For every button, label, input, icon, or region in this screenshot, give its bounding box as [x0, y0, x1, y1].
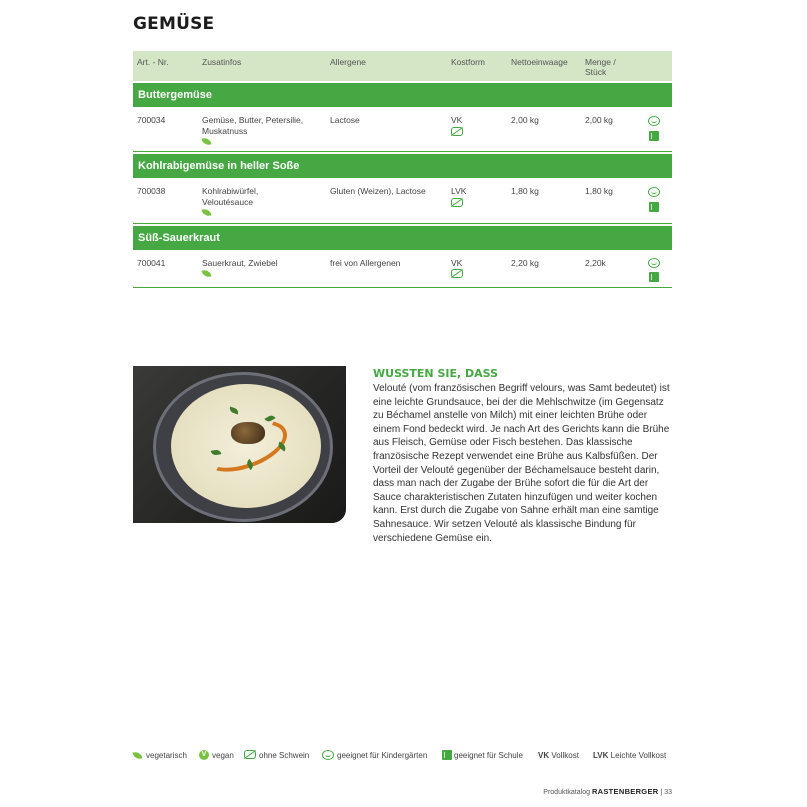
- page-title: GEMÜSE: [133, 14, 215, 34]
- legend-vk-label: Vollkost: [551, 751, 579, 760]
- school-icon: [649, 272, 659, 282]
- kindergarten-icon: [648, 116, 660, 126]
- table-row: [133, 107, 672, 152]
- leaf-icon: [202, 208, 212, 216]
- zusatzinfos: [202, 115, 322, 136]
- table-row: [133, 250, 672, 288]
- kostform: VK: [451, 258, 463, 268]
- header-menge-line1: Menge /: [585, 57, 616, 67]
- no-pork-icon: [451, 269, 463, 278]
- zusatzinfos: [202, 186, 322, 207]
- header-zusatzinfos: Zusatinfos: [202, 57, 242, 67]
- leaf-icon: [202, 137, 212, 145]
- kindergarten-icon: [648, 187, 660, 197]
- leaf-icon: [133, 751, 143, 759]
- section-title: Buttergemüse: [133, 83, 672, 107]
- legend-vk: [538, 751, 579, 761]
- legend-lvk-label: Leichte Vollkost: [610, 751, 667, 760]
- info-line: Kohlrabiwürfel,: [202, 186, 259, 196]
- soup-photo: [133, 366, 346, 523]
- legend-vk-abbr: VK: [538, 751, 550, 760]
- info-line: Gemüse, Butter, Petersilie,: [202, 115, 304, 125]
- menge: 2,00 kg: [585, 115, 613, 125]
- art-nr: 700041: [137, 258, 166, 268]
- legend-school: geeignet für Schule: [454, 751, 523, 760]
- menge: 1,80 kg: [585, 186, 613, 196]
- allergene: frei von Allergenen: [330, 258, 401, 268]
- kostform: LVK: [451, 186, 467, 196]
- no-pork-icon: [451, 198, 463, 207]
- nettoeinwaage: 2,00 kg: [511, 115, 539, 125]
- school-icon: [649, 202, 659, 212]
- kindergarten-icon: [322, 750, 334, 760]
- legend-lvk: [593, 751, 666, 761]
- section-title: Süß-Sauerkraut: [133, 226, 672, 250]
- allergene: Gluten (Weizen), Lactose: [330, 186, 426, 196]
- kindergarten-icon: [648, 258, 660, 268]
- leaf-icon: [202, 269, 212, 277]
- info-box-text: Velouté (vom französischen Begriff velours, was Samt bedeutet) ist eine leichte Grundsauce, bei der die Mehlschwitze (im Gegensatz zu Béchamel anstelle von Milch) mit einer leichten Brühe oder einem Fond bedeckt wird. Je nach Art des Gerichts kann die Brühe aus Fleisch, Gemüse oder Fisch bestehen. Das klassische französische Rezept verwendet eine Brühe aus Kalbsfüßen. Der Vorteil der Velouté gegenüber der Béchamelsauce besteht darin, dass man nach der Zugabe der Brühe sofort die für die Art der Sauce charakteristischen Zutaten hinzufügen und weiter kochen kann. Erst durch die Zugabe von Sahne erhält man eine samtige Sahnesauce. Wir setzen Velouté als klassische Bindung für verschiedene Gemüse ein.: [373, 383, 670, 544]
- info-box-title: WUSSTEN SIE, DASS: [373, 367, 499, 380]
- footer-catalog: Produktkatalog: [543, 789, 590, 796]
- footer: [543, 787, 672, 796]
- menge: 2,20k: [585, 258, 606, 268]
- vegan-icon: V: [199, 750, 209, 760]
- legend-kindergarten: geeignet für Kindergärten: [337, 751, 428, 760]
- legend-vegetarian: vegetarisch: [146, 751, 187, 760]
- table-header: [133, 51, 672, 81]
- section-title: Kohlrabigemüse in heller Soße: [133, 154, 672, 178]
- legend-lvk-abbr: LVK: [593, 751, 609, 760]
- table-row: [133, 178, 672, 224]
- footer-separator: |: [660, 789, 663, 796]
- allergene: Lactose: [330, 115, 360, 125]
- header-allergene: Allergene: [330, 57, 366, 67]
- nut-topping: [231, 422, 265, 444]
- school-icon: [442, 750, 452, 760]
- header-art-nr: Art. - Nr.: [137, 57, 169, 67]
- nettoeinwaage: 1,80 kg: [511, 186, 539, 196]
- zusatzinfos: [202, 258, 322, 269]
- nettoeinwaage: 2,20 kg: [511, 258, 539, 268]
- product-table: [133, 51, 672, 288]
- no-pork-icon: [244, 750, 256, 759]
- kostform: VK: [451, 115, 463, 125]
- header-menge-line2: Stück: [585, 67, 607, 77]
- footer-brand: RASTENBERGER: [591, 787, 659, 796]
- info-line: Muskatnuss: [202, 125, 248, 136]
- header-nettoeinwaage: Nettoeinwaage: [511, 57, 568, 67]
- header-kostform: Kostform: [451, 57, 486, 67]
- art-nr: 700038: [137, 186, 166, 196]
- page-number: 33: [664, 789, 672, 796]
- no-pork-icon: [451, 127, 463, 136]
- info-line: Veloutésauce: [202, 196, 254, 207]
- legend: [133, 750, 672, 764]
- legend-vegan: vegan: [212, 751, 234, 760]
- art-nr: 700034: [137, 115, 166, 125]
- info-line: Sauerkraut, Zwiebel: [202, 258, 278, 268]
- legend-no-pork: ohne Schwein: [259, 751, 310, 760]
- header-menge: [585, 57, 616, 77]
- school-icon: [649, 131, 659, 141]
